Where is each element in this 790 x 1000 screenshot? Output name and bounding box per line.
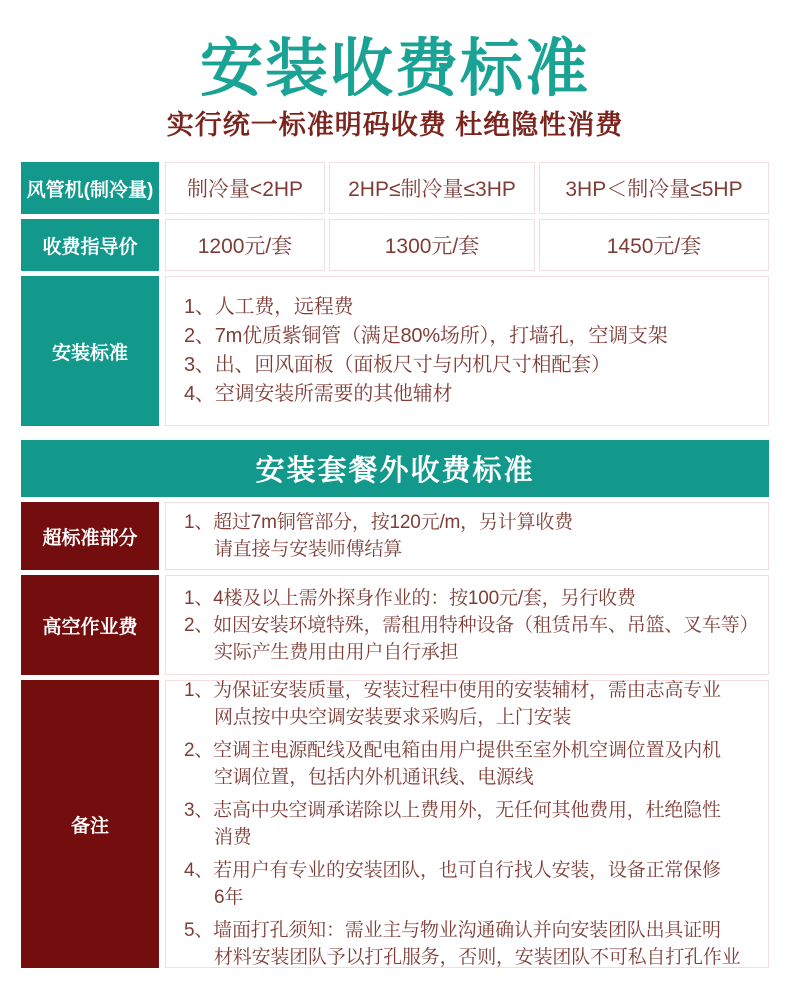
row-label-price: 收费指导价 <box>21 219 159 271</box>
table-row-install-standard <box>21 276 769 426</box>
table-row-capacity <box>21 162 769 214</box>
table-row-price <box>21 219 769 271</box>
list-item: 3、出、回风面板（面板尺寸与内机尺寸相配套） <box>184 354 611 376</box>
over-standard-content <box>165 502 769 570</box>
list-item: 2、如因安装环境特殊，需租用特种设备（租赁吊车、吊篮、叉车等） <box>184 614 759 636</box>
list-item: 2、7m优质紫铜管（满足80%场所），打墙孔，空调支架 <box>184 325 668 347</box>
extra-fee-table <box>21 440 769 968</box>
table-row-high-altitude <box>21 575 769 675</box>
list-item: 3、志高中央空调承诺除以上费用外，无任何其他费用，杜绝隐性 <box>184 800 721 821</box>
price-cell: 1200元/套 <box>165 219 325 271</box>
row-label-high-altitude: 高空作业费 <box>21 575 159 675</box>
list-item-continuation: 请直接与安装师傅结算 <box>214 539 403 560</box>
row-label-over-standard: 超标准部分 <box>21 502 159 570</box>
row-label-notes: 备注 <box>21 680 159 968</box>
price-cell: 1450元/套 <box>539 219 769 271</box>
list-item-continuation: 消费 <box>214 827 252 848</box>
notes-content <box>165 680 769 968</box>
header <box>0 0 790 141</box>
list-item: 2、空调主电源配线及配电箱由用户提供至室外机空调位置及内机 <box>184 740 721 761</box>
extra-fee-banner: 安装套餐外收费标准 <box>21 440 769 497</box>
row-label-install-standard: 安装标准 <box>21 276 159 426</box>
list-item: 1、人工费，远程费 <box>184 296 354 318</box>
list-item: 1、为保证安装质量，安装过程中使用的安装辅材，需由志高专业 <box>184 680 721 701</box>
capacity-cell: 制冷量<2HP <box>165 162 325 214</box>
table-row-over-standard <box>21 502 769 570</box>
high-altitude-content <box>165 575 769 675</box>
list-item: 4、若用户有专业的安装团队，也可自行找人安装，设备正常保修 <box>184 860 721 881</box>
tables-container <box>21 162 769 968</box>
row-label-capacity: 风管机(制冷量) <box>21 162 159 214</box>
list-item-continuation: 网点按中央空调安装要求采购后，上门安装 <box>214 707 572 728</box>
spacer <box>21 431 769 440</box>
capacity-cells <box>165 162 769 214</box>
list-item: 5、墙面打孔须知：需业主与物业沟通确认并向安装团队出具证明 <box>184 920 721 941</box>
table-row-notes <box>21 680 769 968</box>
list-item: 1、4楼及以上需外探身作业的：按100元/套，另行收费 <box>184 587 636 609</box>
pricing-table <box>21 162 769 426</box>
capacity-cell: 3HP＜制冷量≤5HP <box>539 162 769 214</box>
list-item: 4、空调安装所需要的其他辅材 <box>184 383 453 405</box>
list-item-continuation: 6年 <box>214 887 244 908</box>
page-title: 安装收费标准 <box>200 34 590 104</box>
price-cell: 1300元/套 <box>329 219 535 271</box>
list-item-continuation: 材料安装团队予以打孔服务，否则，安装团队不可私自打孔作业 <box>214 947 741 968</box>
list-item-continuation: 空调位置，包括内外机通讯线、电源线 <box>214 767 534 788</box>
list-item-continuation: 实际产生费用由用户自行承担 <box>214 641 459 663</box>
page-subtitle: 实行统一标准明码收费 杜绝隐性消费 <box>166 110 624 140</box>
list-item: 1、超过7m铜管部分，按120元/m，另计算收费 <box>184 512 573 533</box>
price-cells <box>165 219 769 271</box>
capacity-cell: 2HP≤制冷量≤3HP <box>329 162 535 214</box>
install-standard-content <box>165 276 769 426</box>
